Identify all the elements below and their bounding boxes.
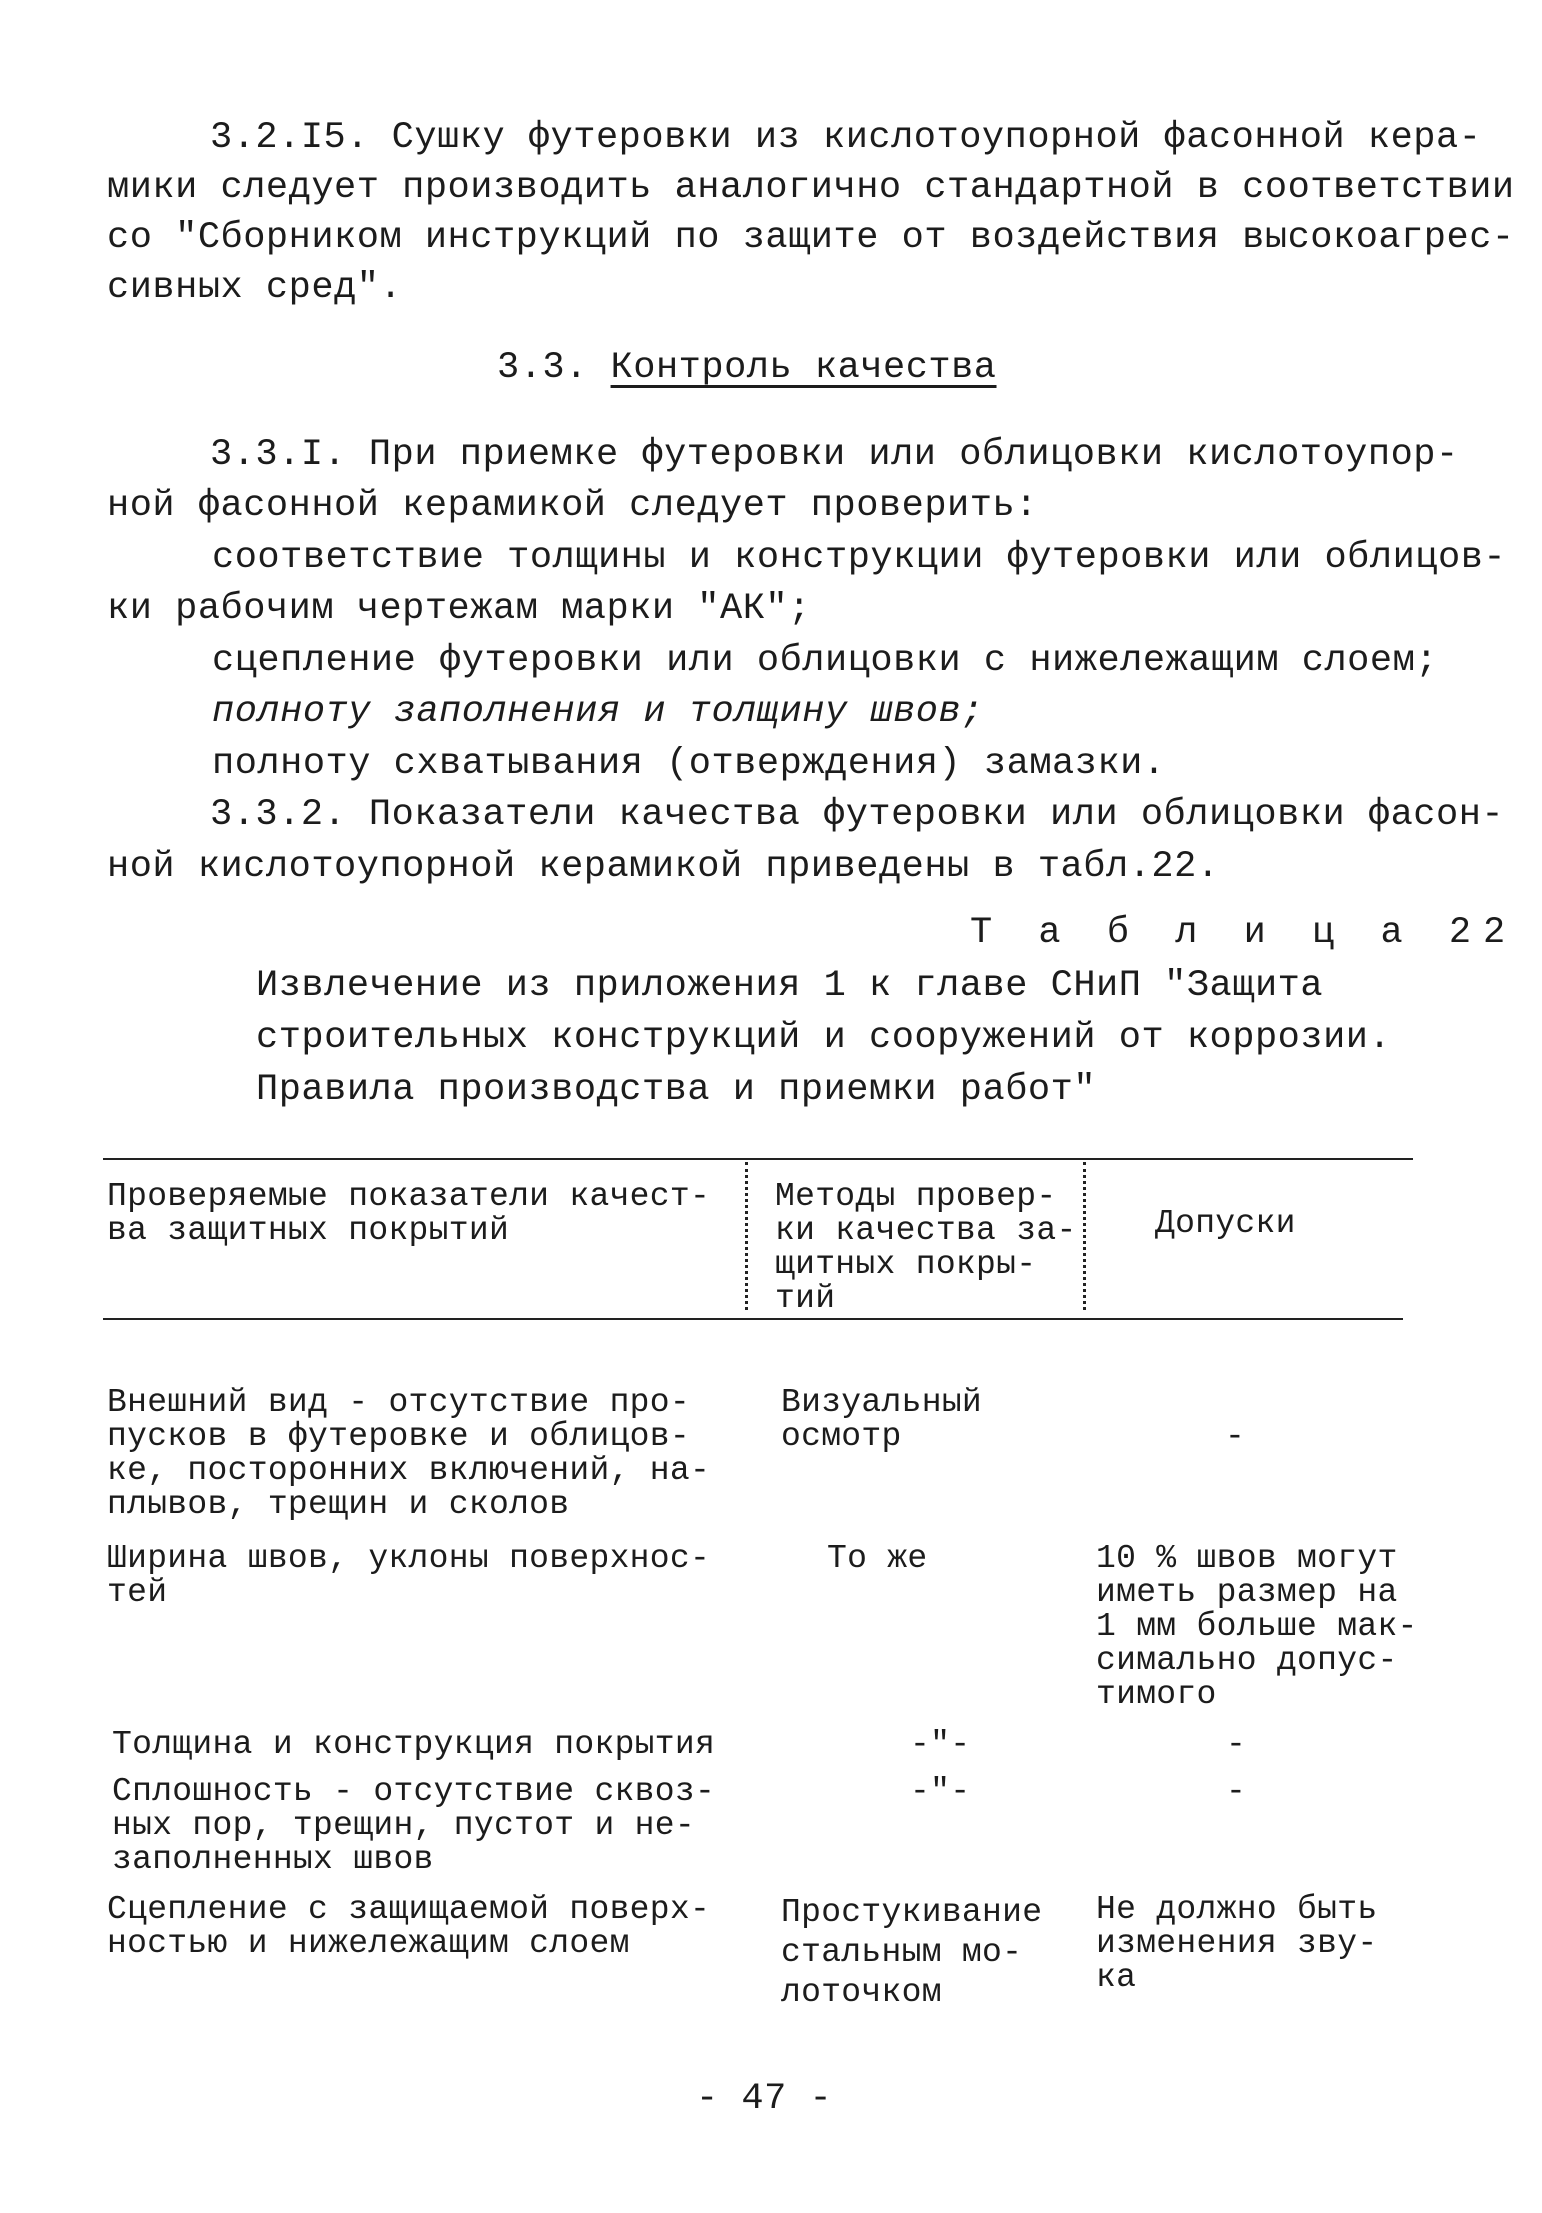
table-row-5-tolerance: Не должно быть изменения зву- ка bbox=[1096, 1891, 1378, 1996]
section-number: 3.3. bbox=[497, 347, 588, 389]
table-row-1-indicator: Внешний вид - отсутствие про- пусков в футеровке и облицов- ке, посторонних включений, на- плывов, трещин и сколов bbox=[107, 1384, 711, 1523]
header-divider-1 bbox=[745, 1162, 748, 1310]
check-item-curing: полноту схватывания (отверждения) замазки. bbox=[212, 743, 1166, 785]
table-row-1-tolerance: - bbox=[1225, 1418, 1246, 1455]
check-item-thickness-line-1: соответствие толщины и конструкции футеровки или облицов- bbox=[212, 537, 1507, 579]
table-caption-line-1: Извлечение из приложения 1 к главе СНиП "Защита bbox=[256, 965, 1324, 1007]
paragraph-3215-line-2: мики следует производить аналогично стандартной в соответствии bbox=[107, 167, 1515, 209]
table-row-2-tolerance: 10 % швов могут иметь размер на 1 мм больше мак- симально допус- тимого bbox=[1096, 1540, 1418, 1713]
table-row-4-method: -"- bbox=[910, 1773, 971, 1810]
table-caption-line-3: Правила производства и приемки работ" bbox=[256, 1069, 1097, 1111]
table-header-rule bbox=[103, 1318, 1403, 1320]
table-row-3-indicator: Толщина и конструкция покрытия bbox=[112, 1726, 716, 1763]
paragraph-331-line-2: ной фасонной керамикой следует проверить: bbox=[107, 485, 1038, 527]
paragraph-332-line-1: 3.3.2. Показатели качества футеровки или облицовки фасон- bbox=[210, 794, 1505, 836]
table-row-2-method: То же bbox=[827, 1540, 928, 1577]
table-row-3-tolerance: - bbox=[1226, 1726, 1247, 1763]
check-item-thickness-line-2: ки рабочим чертежам марки "АК"; bbox=[107, 588, 811, 630]
section-title: Контроль качества bbox=[610, 347, 997, 389]
paragraph-3215-line-4: сивных сред". bbox=[107, 267, 403, 309]
table-header-method: Методы провер- ки качества за- щитных покры- тий bbox=[775, 1178, 1077, 1317]
table-row-4-tolerance: - bbox=[1226, 1773, 1247, 1810]
table-header-tolerance: Допуски bbox=[1155, 1205, 1296, 1242]
paragraph-3215-line-3: со "Сборником инструкций по защите от воздействия высокоагрес- bbox=[107, 217, 1515, 259]
table-label: Т а б л и ц а 22 bbox=[970, 912, 1518, 954]
table-row-1-method: Визуальный осмотр bbox=[781, 1384, 983, 1455]
table-top-rule bbox=[103, 1158, 1413, 1160]
check-item-adhesion: сцепление футеровки или облицовки с нижележащим слоем; bbox=[212, 640, 1438, 682]
table-row-5-method: Простукивание стальным мо- лоточком bbox=[781, 1894, 1043, 2011]
paragraph-331-line-1: 3.3.I. При приемке футеровки или облицовки кислотоупор- bbox=[210, 434, 1459, 476]
header-divider-2 bbox=[1083, 1162, 1086, 1310]
table-row-3-method: -"- bbox=[910, 1726, 971, 1763]
check-item-joints: полноту заполнения и толщину швов; bbox=[212, 691, 984, 733]
paragraph-332-line-2: ной кислотоупорной керамикой приведены в табл.22. bbox=[107, 846, 1220, 888]
table-header-indicator: Проверяемые показатели качест- ва защитных покрытий bbox=[107, 1178, 711, 1249]
section-heading bbox=[497, 343, 997, 393]
table-row-5-indicator: Сцепление с защищаемой поверх- ностью и нижележащим слоем bbox=[107, 1891, 711, 1962]
table-row-2-indicator: Ширина швов, уклоны поверхнос- тей bbox=[107, 1540, 711, 1611]
table-row-4-indicator: Сплошность - отсутствие сквоз- ных пор, трещин, пустот и не- заполненных швов bbox=[112, 1773, 716, 1878]
paragraph-3215-line-1: 3.2.I5. Сушку футеровки из кислотоупорной фасонной кера- bbox=[210, 117, 1482, 159]
page-number: - 47 - bbox=[696, 2078, 833, 2120]
table-caption-line-2: строительных конструкций и сооружений от коррозии. bbox=[256, 1017, 1392, 1059]
